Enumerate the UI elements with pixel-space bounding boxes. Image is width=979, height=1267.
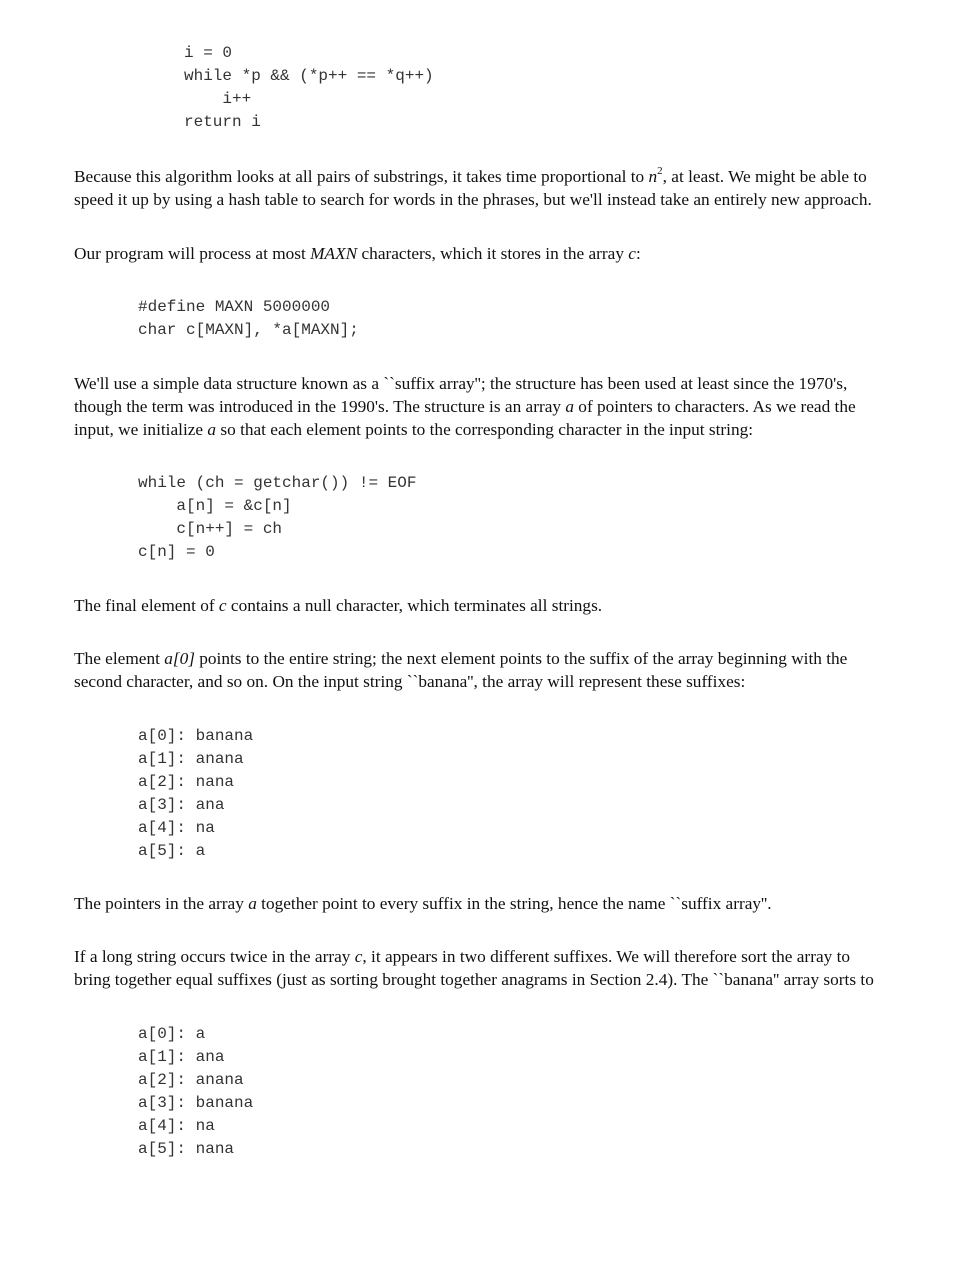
text-line (74, 242, 641, 265)
text-run: so that each element points to the corresponding character in the input string: (216, 420, 754, 439)
code-line: a[5]: a (138, 842, 206, 860)
code-line: a[0]: a (138, 1025, 206, 1043)
text-line (74, 892, 772, 915)
text-run: though the term was introduced in the 1990's. The structure is an array (74, 397, 566, 416)
code-line: a[3]: banana (138, 1094, 254, 1112)
code-line: a[4]: na (138, 1117, 215, 1135)
text-run: of pointers to characters. As we read the (573, 397, 856, 416)
text-line (74, 418, 856, 441)
italic-variable: a (207, 420, 217, 439)
text-run: The element (74, 649, 165, 668)
paragraph-maxn (74, 242, 641, 265)
italic-variable: c (628, 244, 636, 263)
code-line: a[3]: ana (138, 796, 225, 814)
code-block-define (138, 296, 359, 342)
code-line: a[4]: na (138, 819, 215, 837)
code-line: a[2]: anana (138, 1071, 244, 1089)
text-run: together point to every suffix in the string, hence the name ``suffix array''. (256, 894, 772, 913)
text-line (74, 945, 874, 968)
text-run: input, we initialize (74, 420, 208, 439)
code-line: c[n] = 0 (138, 543, 215, 561)
text-run: contains a null character, which terminates all strings. (226, 596, 603, 615)
text-run: Our program will process at most (74, 244, 311, 263)
superscript: 2 (657, 165, 663, 178)
code-line: return i (184, 113, 261, 131)
text-run: points to the entire string; the next element points to the suffix of the array beginning with the (194, 649, 848, 668)
code-line: a[2]: nana (138, 773, 235, 791)
text-line: bring together equal suffixes (just as sorting brought together anagrams in Section 2.4). The ``banana'' array sorts to (74, 970, 874, 989)
text-line: speed it up by using a hash table to search for words in the phrases, but we'll instead take an entirely new approach. (74, 190, 872, 209)
text-run: The pointers in the array (74, 894, 249, 913)
italic-variable: a (248, 894, 257, 913)
code-line: #define MAXN 5000000 (138, 298, 331, 316)
code-line: char c[MAXN], *a[MAXN]; (138, 321, 359, 339)
text-run: , it appears in two different suffixes. We will therefore sort the array to (362, 947, 851, 966)
code-line: c[n++] = ch (138, 520, 283, 538)
text-run: : (635, 244, 641, 263)
text-run: The final element of (74, 596, 219, 615)
code-line: a[1]: anana (138, 750, 244, 768)
code-line: i++ (184, 90, 252, 108)
code-block-sorted-suffixes (138, 1023, 253, 1161)
text-line (74, 594, 602, 617)
code-block-read-loop (138, 472, 416, 564)
text-line (74, 647, 847, 670)
paragraph-sort (74, 945, 874, 991)
paragraph-complexity (74, 165, 872, 211)
text-line: second character, and so on. On the input string ``banana'', the array will represent these suffixes: (74, 672, 746, 691)
code-line: while *p && (*p++ == *q++) (184, 67, 434, 85)
paragraph-null-char (74, 594, 602, 617)
code-line: i = 0 (184, 44, 233, 62)
code-line: a[1]: ana (138, 1048, 225, 1066)
text-run: characters, which it stores in the array (357, 244, 629, 263)
code-line: while (ch = getchar()) != EOF (138, 474, 417, 492)
italic-variable: MAXN (310, 244, 358, 263)
text-line (74, 165, 872, 188)
italic-variable: n (648, 167, 658, 186)
italic-variable: a (565, 397, 574, 416)
code-line: a[n] = &c[n] (138, 497, 292, 515)
text-line: We'll use a simple data structure known as a ``suffix array''; the structure has been used at least since the 1970's, (74, 374, 848, 393)
paragraph-pointers (74, 892, 772, 915)
code-line: a[5]: nana (138, 1140, 235, 1158)
text-run: If a long string occurs twice in the array (74, 947, 355, 966)
italic-variable: a[0] (164, 649, 195, 668)
code-block-suffixes (138, 725, 253, 863)
paragraph-suffix-array (74, 372, 856, 441)
italic-variable: c (354, 947, 363, 966)
text-run: Because this algorithm looks at all pairs of substrings, it takes time proportional to (74, 167, 649, 186)
italic-variable: c (218, 596, 227, 615)
text-run: , at least. We might be able to (662, 167, 867, 186)
code-line: a[0]: banana (138, 727, 254, 745)
paragraph-element-a0 (74, 647, 847, 693)
code-block-compare (184, 42, 434, 134)
text-line (74, 395, 856, 418)
